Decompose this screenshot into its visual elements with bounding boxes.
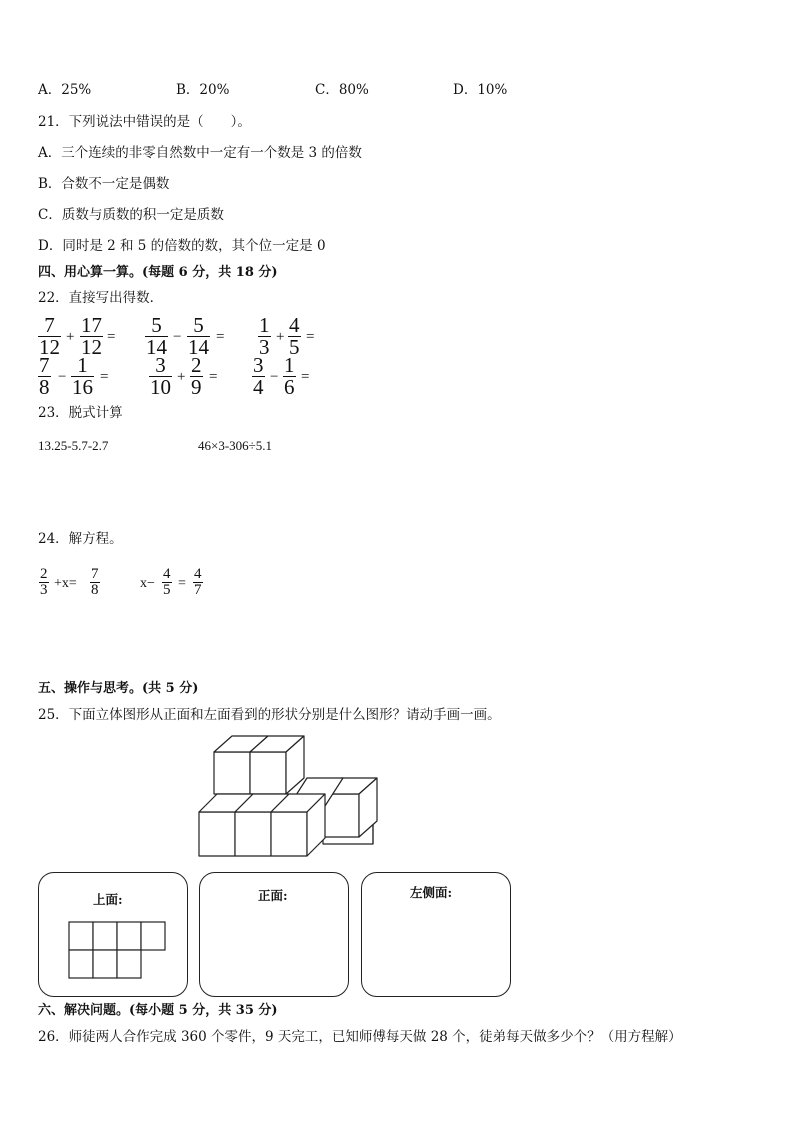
question-24-stem: 24．解方程。 (38, 531, 123, 547)
left-view-label: 左侧面: (410, 885, 453, 900)
question-22-stem: 22．直接写出得数． (38, 290, 164, 306)
question-21-option-c: C．质数与质数的积一定是质数 (38, 207, 224, 223)
operator: − (58, 369, 67, 385)
equation-2-prefix: x− (140, 576, 155, 591)
front-view-label: 正面: (258, 888, 288, 903)
option-b: B．20% (176, 82, 230, 98)
fraction: 1 16 (72, 353, 93, 399)
question-21-option-b: B．合数不一定是偶数 (38, 176, 170, 192)
top-view-grid (68, 921, 168, 979)
fraction: 1 3 (259, 313, 270, 359)
question-21-option-d: D．同时是 2 和 5 的倍数的数，其个位一定是 0 (38, 238, 326, 254)
fraction: 17 12 (81, 313, 102, 359)
fraction: 2 9 (191, 353, 202, 399)
fraction: 5 14 (188, 313, 209, 359)
top-view-label: 上面: (93, 892, 123, 907)
expression-1: 13.25-5.7-2.7 (38, 438, 109, 453)
equation-1-middle: +x= (54, 576, 77, 591)
equals-sign: = (216, 329, 225, 345)
fraction: 4 5 (289, 313, 300, 359)
cube-figure (190, 728, 390, 862)
section-6-heading: 六、解决问题。(每小题 5 分，共 35 分) (38, 1003, 278, 1018)
question-21-option-a: A．三个连续的非零自然数中一定有一个数是 3 的倍数 (38, 145, 362, 161)
operator: + (276, 329, 285, 345)
fraction: 7 12 (39, 313, 60, 359)
operator: − (270, 369, 279, 385)
question-26-stem: 26．师徒两人合作完成 360 个零件，9 天完工，已知师傅每天做 28 个，徒弟每天做多少个？（用方程解） (38, 1029, 682, 1045)
section-4-heading: 四、用心算一算。(每题 6 分，共 18 分) (38, 265, 278, 280)
fraction: 2 3 (40, 566, 48, 598)
fraction: 4 5 (163, 566, 171, 598)
question-21-stem: 21．下列说法中错误的是（ ）。 (38, 114, 251, 130)
question-23-stem: 23．脱式计算 (38, 405, 123, 421)
fraction: 3 10 (150, 353, 171, 399)
equals-sign: = (107, 329, 116, 345)
fraction: 1 6 (284, 353, 295, 399)
option-a: A．25% (38, 82, 92, 98)
fraction: 3 4 (253, 353, 264, 399)
option-c: C．80% (315, 82, 369, 98)
option-d: D．10% (453, 82, 508, 98)
fraction: 7 8 (91, 566, 99, 598)
expression-2: 46×3-306÷5.1 (198, 438, 273, 453)
fraction: 5 14 (146, 313, 167, 359)
equals-sign: = (100, 369, 109, 385)
equals-sign: = (209, 369, 218, 385)
equals-sign: = (301, 369, 310, 385)
operator: − (173, 329, 182, 345)
fraction: 7 8 (39, 353, 50, 399)
question-25-stem: 25．下面立体图形从正面和左面看到的形状分别是什么图形？请动手画一画。 (38, 707, 501, 723)
section-5-heading: 五、操作与思考。(共 5 分) (38, 681, 199, 696)
equals-sign: = (306, 329, 315, 345)
operator: + (177, 369, 186, 385)
fraction: 4 7 (194, 566, 202, 598)
operator: + (66, 329, 75, 345)
equals-sign: = (178, 576, 186, 591)
